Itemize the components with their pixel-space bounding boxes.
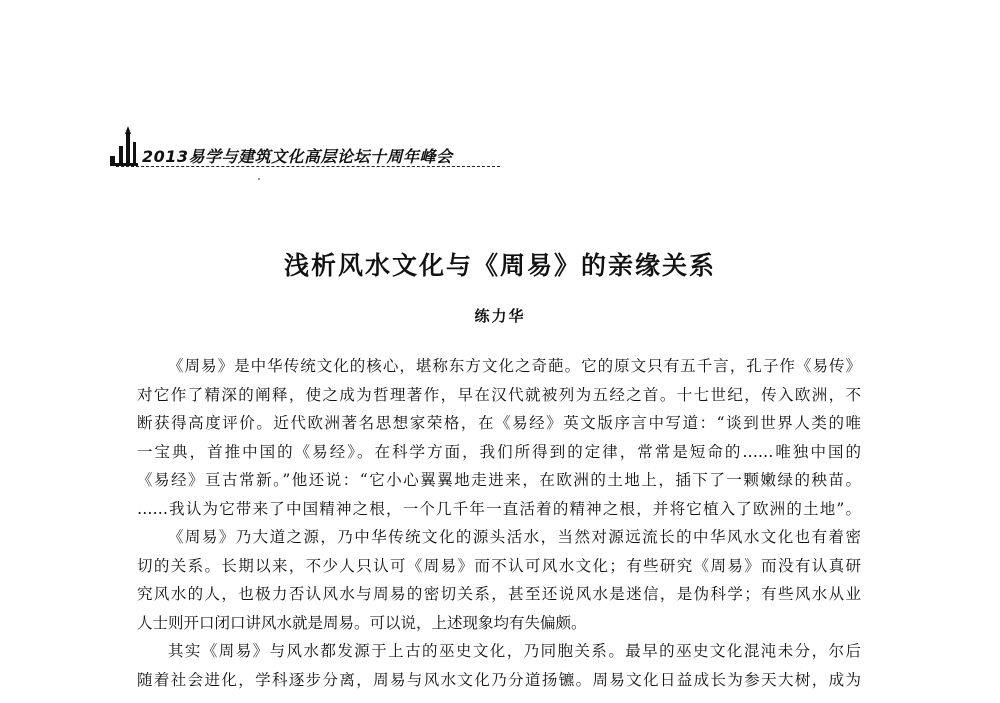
header-title: 2013易学与建筑文化高层论坛十周年峰会 bbox=[142, 147, 453, 166]
header-divider bbox=[116, 166, 500, 167]
body-text bbox=[137, 352, 861, 694]
conference-logo-icon bbox=[108, 126, 142, 168]
text-line: 切的关系。长期以来，不少人只认可《周易》而不认可风水文化；有些研究《周易》而没有认真研 bbox=[137, 556, 861, 575]
text-line: 其实《周易》与风水都发源于上古的巫史文化，乃同胞关系。最早的巫史文化混沌未分，尔后 bbox=[168, 642, 861, 660]
text-line: 人士则开口闭口讲风水就是周易。可以说，上述现象均有失偏颇。 bbox=[137, 613, 587, 632]
running-header bbox=[108, 126, 500, 170]
text-line: 究风水的人，也极力否认风水与周易的密切关系，甚至还说风水是迷信，是伪科学；有些风水从业 bbox=[137, 585, 861, 603]
text-line: ……我认为它带来了中国精神之根，一个几千年一直活着的精神之根，并将它植入了欧洲的土地”。 bbox=[137, 499, 861, 518]
text-line: 断获得高度评价。近代欧洲著名思想家荣格，在《易经》英文版序言中写道：“谈到世界人类的唯 bbox=[137, 414, 861, 432]
text-line: 《易经》亘古常新。”他还说：“它小心翼翼地走进来，在欧洲的土地上，插下了一颗嫩绿的秧苗。 bbox=[137, 471, 861, 489]
text-line: 《周易》乃大道之源，乃中华传统文化的源头活水，当然对源远流长的中华风水文化也有着密 bbox=[168, 528, 861, 546]
text-line: 对它作了精深的阐释，使之成为哲理著作，早在汉代就被列为五经之首。十七世纪，传入欧洲，不 bbox=[137, 385, 861, 404]
text-line: 一宝典，首推中国的《易经》。在科学方面，我们所得到的定律，常常是短命的……唯独中国的 bbox=[137, 442, 861, 461]
scan-speck bbox=[258, 178, 260, 180]
author-name: 练力华 bbox=[474, 307, 526, 325]
text-line: 随着社会进化，学科逐步分离，周易与风水文化乃分道扬镳。周易文化日益成长为参天大树，成为 bbox=[137, 670, 861, 689]
article-title: 浅析风水文化与《周易》的亲缘关系 bbox=[283, 251, 716, 280]
text-line: 《周易》是中华传统文化的核心，堪称东方文化之奇葩。它的原文只有五千言，孔子作《易传》 bbox=[168, 357, 861, 375]
